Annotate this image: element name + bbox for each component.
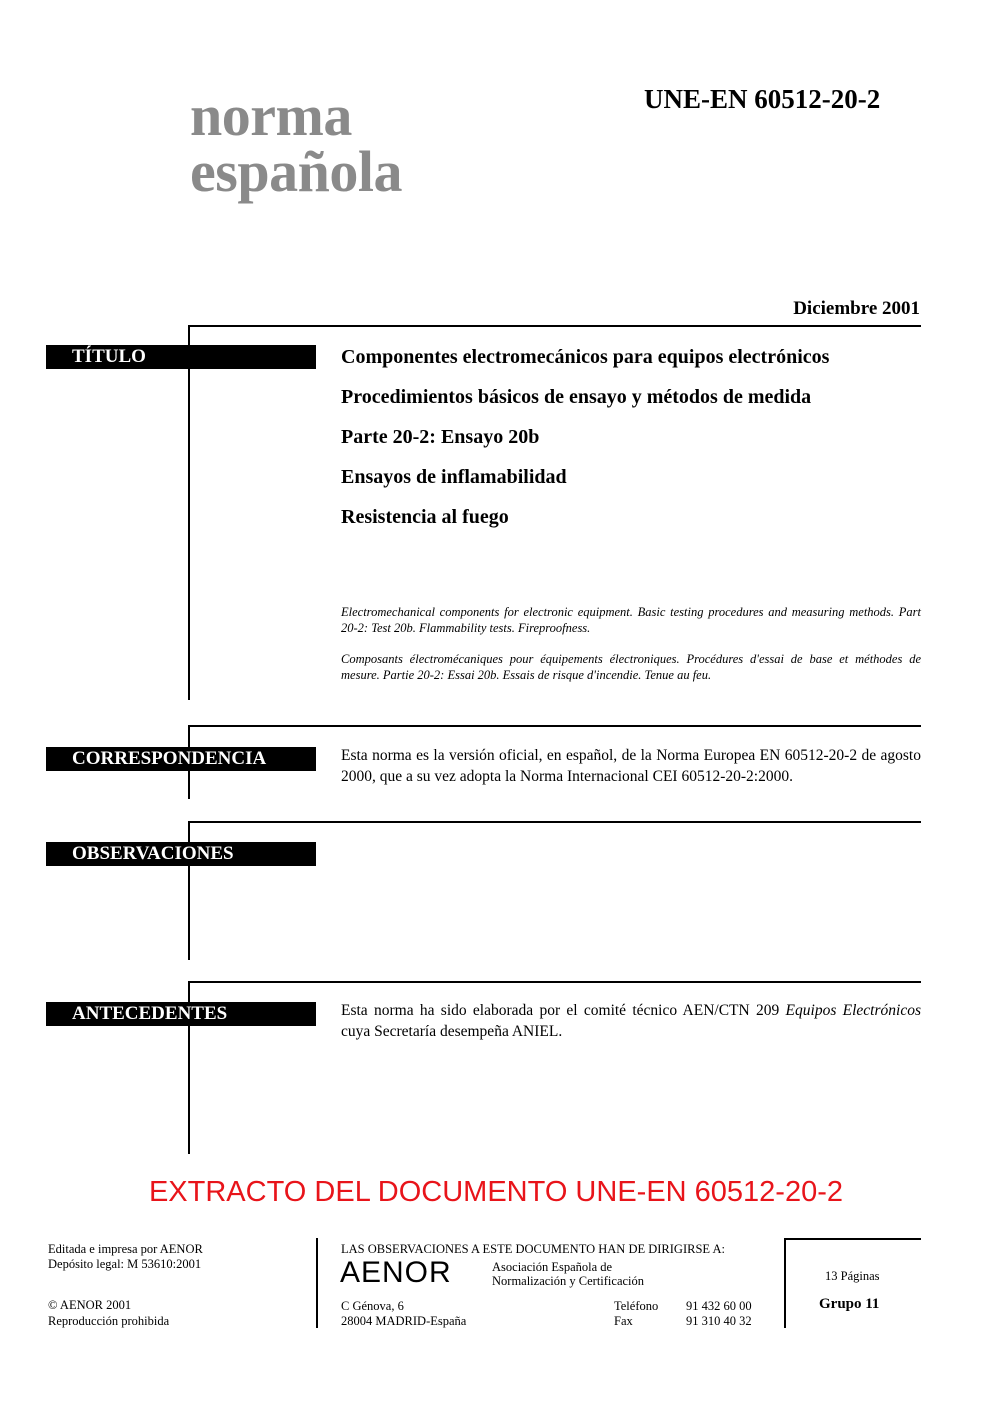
- footer-observaciones-heading: LAS OBSERVACIONES A ESTE DOCUMENTO HAN DE DIRIGIRSE A:: [341, 1242, 725, 1256]
- antecedentes-top-rule: [188, 981, 921, 983]
- english-title: Electromechanical components for electronic equipment. Basic testing procedures and measuring methods. Part 20-2: Test 20b. Flammability tests. Fireproofness.: [341, 605, 921, 635]
- extract-banner: EXTRACTO DEL DOCUMENTO UNE-EN 60512-20-2: [148, 1176, 844, 1208]
- title-line-2: Procedimientos básicos de ensayo y métodos de medida: [341, 386, 812, 408]
- footer-address-2: 28004 MADRID-España: [341, 1314, 467, 1328]
- footer-telefono-label: Teléfono: [614, 1299, 659, 1313]
- title-line-5: Resistencia al fuego: [341, 506, 509, 528]
- footer-copyright: © AENOR 2001: [48, 1298, 132, 1312]
- aenor-logo: AENOR: [340, 1256, 452, 1289]
- footer-edited: Editada e impresa por AENOR: [48, 1242, 203, 1256]
- footer-telefono-value: 91 432 60 00: [686, 1299, 752, 1313]
- correspondencia-text: Esta norma es la versión oficial, en español, de la Norma Europea EN 60512-20-2 de agosto 2000, que a su vez adopta la Norma Internacional CEI 60512-20-2:2000.: [341, 747, 921, 785]
- footer-deposito: Depósito legal: M 53610:2001: [48, 1257, 202, 1271]
- antecedentes-label: ANTECEDENTES: [46, 1002, 316, 1026]
- footer-fax-value: 91 310 40 32: [686, 1314, 752, 1328]
- footer-asociacion-2: Normalización y Certificación: [492, 1274, 645, 1288]
- footer-reproduccion: Reproducción prohibida: [48, 1314, 170, 1328]
- footer-address-1: C Génova, 6: [341, 1299, 404, 1313]
- title-line-3: Parte 20-2: Ensayo 20b: [341, 426, 540, 448]
- correspondencia-top-rule: [188, 725, 921, 727]
- footer-paginas: 13 Páginas: [825, 1269, 880, 1283]
- observaciones-label: OBSERVACIONES: [46, 842, 316, 866]
- antecedentes-text: [341, 1000, 921, 1042]
- title-line-1: Componentes electromecánicos para equipos electrónicos: [341, 346, 830, 368]
- titulo-label: TÍTULO: [46, 345, 316, 369]
- norma-line-2: española: [190, 139, 402, 204]
- antecedentes-text-part-1: Esta norma ha sido elaborada por el comité técnico AEN/CTN 209: [341, 1002, 786, 1019]
- publication-date: Diciembre 2001: [793, 298, 920, 319]
- footer-divider-right: [784, 1238, 786, 1328]
- footer-grupo: Grupo 11: [819, 1296, 880, 1312]
- norma-line-1: norma: [190, 83, 352, 148]
- titulo-top-rule: [188, 325, 921, 327]
- title-line-4: Ensayos de inflamabilidad: [341, 466, 567, 488]
- footer-box-top-rule: [784, 1238, 921, 1240]
- footer-divider-left: [316, 1238, 318, 1328]
- antecedentes-text-part-2: cuya Secretaría desempeña ANIEL.: [341, 1023, 563, 1040]
- observaciones-top-rule: [188, 821, 921, 823]
- correspondencia-label: CORRESPONDENCIA: [46, 747, 316, 771]
- french-title: Composants électromécaniques pour équipements électroniques. Procédures d'essai de base et méthodes de mesure. Partie 20-2: Essai 20b. Essais de risque d'incendie. Tenue au feu.: [341, 652, 921, 682]
- antecedentes-committee-name: Equipos Electrónicos: [785, 1002, 921, 1019]
- document-code: UNE-EN 60512-20-2: [644, 84, 881, 114]
- titulo-side-rule: [188, 325, 190, 700]
- footer-asociacion-1: Asociación Española de: [492, 1260, 613, 1274]
- footer-fax-label: Fax: [614, 1314, 633, 1328]
